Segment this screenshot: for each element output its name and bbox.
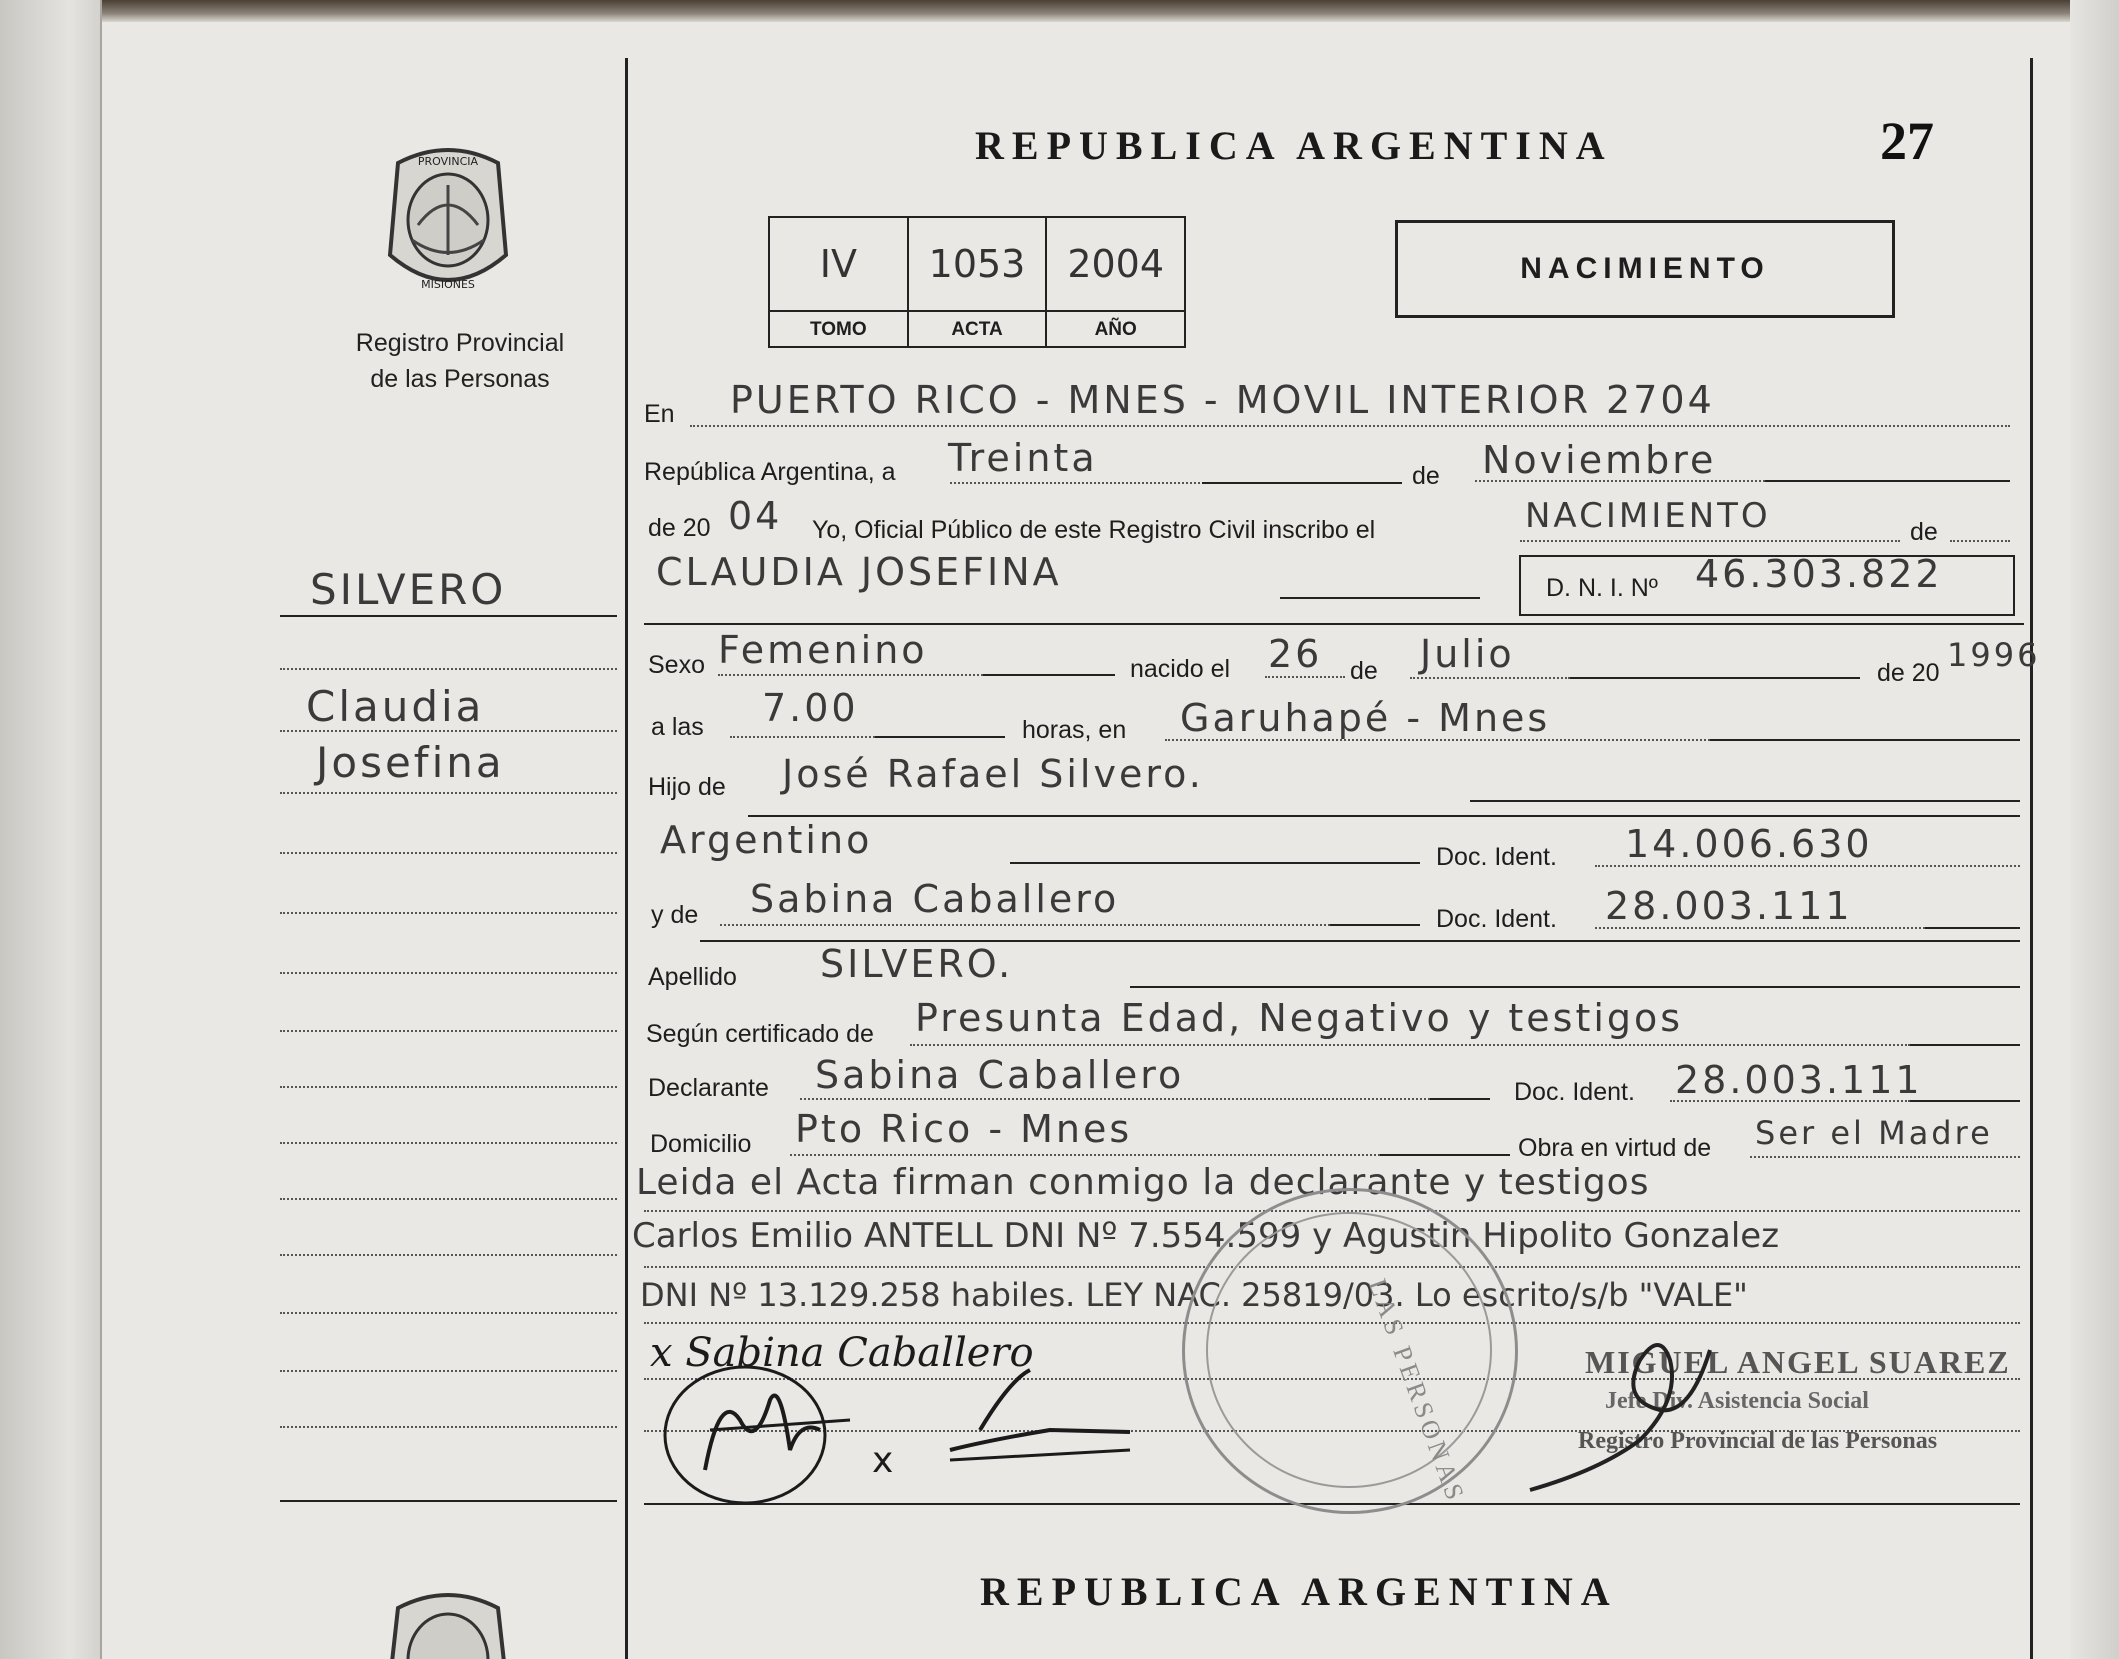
provincial-seal-icon-bottom — [378, 1590, 518, 1659]
margin-line — [280, 1198, 617, 1200]
tomo-label: TOMO — [770, 310, 907, 348]
form-line — [1925, 927, 2020, 929]
form-line — [1130, 986, 2020, 988]
form-line — [1330, 924, 1420, 926]
provincial-seal-icon — [378, 145, 518, 300]
form-line — [1950, 540, 2010, 542]
declarante-label: Declarante — [648, 1074, 769, 1102]
note-line-2: Carlos Emilio ANTELL DNI Nº 7.554.599 y Agustin Hipolito Gonzalez — [632, 1216, 1780, 1256]
form-line — [720, 924, 1330, 926]
dni-value: 46.303.822 — [1695, 552, 1943, 596]
registry-name — [300, 325, 620, 397]
margin-line — [280, 1312, 617, 1314]
registry-line1: Registro Provincial — [355, 329, 565, 357]
official-office: Registro Provincial de las Personas — [1578, 1428, 1938, 1454]
ano-label: AÑO — [1047, 310, 1184, 348]
form-line — [1570, 677, 1860, 679]
form-separator — [644, 623, 2024, 625]
stamp-text: LAS PERSONAS — [1362, 1275, 1471, 1508]
official-name: MIGUEL ANGEL SUAREZ — [1585, 1344, 2011, 1380]
margin-surname: SILVERO — [310, 565, 507, 614]
form-line — [790, 1154, 1380, 1156]
mother-doc-label: Doc. Ident. — [1436, 905, 1557, 933]
form-line — [1265, 676, 1345, 678]
sexo-label: Sexo — [648, 651, 705, 679]
ano-value: 2004 — [1067, 242, 1165, 286]
margin-line — [280, 1370, 617, 1372]
child-name: CLAUDIA JOSEFINA — [656, 550, 1062, 594]
day-value: Treinta — [948, 436, 1098, 480]
de-label: de — [1412, 462, 1440, 490]
registry-line2: de las Personas — [370, 365, 550, 393]
de-label-3: de — [1350, 657, 1378, 685]
obra-value: Ser el Madre — [1755, 1114, 1993, 1152]
tomo-cell — [770, 218, 909, 346]
witness-signatures — [650, 1360, 1170, 1510]
tomo-value: IV — [819, 242, 857, 286]
birth-year-prefix: de 20 — [1877, 659, 1940, 687]
form-line — [950, 482, 1200, 484]
segun-value: Presunta Edad, Negativo y testigos — [915, 996, 1684, 1040]
margin-line — [280, 912, 617, 914]
form-line — [1750, 1156, 2020, 1158]
father-name: José Rafael Silvero. — [782, 752, 1204, 796]
note-line-3: DNI Nº 13.129.258 habiles. LEY NAC. 25819/03. Lo escrito/s/b "VALE" — [640, 1276, 1748, 1314]
form-line — [875, 736, 1005, 738]
margin-line — [280, 1142, 617, 1144]
apellido-value: SILVERO. — [820, 942, 1014, 986]
acta-value: 1053 — [928, 242, 1026, 286]
official-signature — [1520, 1320, 1720, 1500]
margin-line — [280, 1030, 617, 1032]
act-reference-table — [768, 216, 1186, 348]
birth-year: 1996 — [1947, 636, 2041, 674]
book-spine — [0, 0, 102, 1659]
year-prefix: de 20 — [648, 514, 711, 542]
hijo-label: Hijo de — [648, 773, 726, 801]
margin-line — [280, 668, 617, 670]
margin-line — [280, 615, 617, 617]
form-line — [1010, 862, 1420, 864]
margin-line — [280, 1426, 617, 1428]
form-line — [983, 674, 1115, 676]
form-line — [1280, 597, 1480, 599]
nacido-label: nacido el — [1130, 655, 1231, 683]
father-doc-label: Doc. Ident. — [1436, 843, 1557, 871]
horas-label: horas, en — [1022, 716, 1127, 744]
year-value: 04 — [728, 494, 783, 538]
acta-cell — [909, 218, 1048, 346]
form-line — [1470, 800, 2020, 802]
ano-cell — [1047, 218, 1184, 346]
margin-line — [280, 1500, 617, 1502]
month-value: Noviembre — [1482, 438, 1717, 482]
en-value: PUERTO RICO - MNES - MOVIL INTERIOR 2704 — [730, 378, 1715, 422]
form-line — [1410, 677, 1570, 679]
obra-label: Obra en virtud de — [1518, 1134, 1712, 1162]
en-label: En — [644, 400, 675, 428]
book-edge-right — [2070, 0, 2119, 1659]
form-line — [1710, 739, 2020, 741]
act-type-box: NACIMIENTO — [1395, 220, 1895, 318]
father-nationality: Argentino — [660, 818, 873, 862]
republica-label: República Argentina, a — [644, 458, 896, 486]
place-value: Garuhapé - Mnes — [1180, 696, 1551, 740]
page-number: 27 — [1880, 111, 1934, 171]
form-line — [1910, 1100, 2020, 1102]
birth-day: 26 — [1268, 632, 1323, 676]
mother-doc: 28.003.111 — [1605, 884, 1853, 928]
declarant-signature: x Sabina Caballero — [650, 1330, 1034, 1376]
form-line — [718, 674, 983, 676]
header-title: REPUBLICA ARGENTINA — [975, 123, 1613, 168]
declarante-doc-label: Doc. Ident. — [1514, 1078, 1635, 1106]
margin-line — [280, 852, 617, 854]
svg-text:PROVINCIA: PROVINCIA — [417, 155, 479, 168]
margin-line — [280, 730, 617, 732]
footer-title: REPUBLICA ARGENTINA — [980, 1569, 1618, 1614]
y-de-label: y de — [651, 901, 699, 929]
acta-label: ACTA — [909, 310, 1046, 348]
sexo-value: Femenino — [718, 628, 928, 672]
margin-rule — [625, 58, 628, 1659]
apellido-label: Apellido — [648, 963, 737, 991]
form-line — [748, 815, 2020, 817]
official-text: Yo, Oficial Público de este Registro Civil inscribo el — [812, 516, 1376, 544]
form-line — [1380, 1154, 1510, 1156]
domicilio-label: Domicilio — [650, 1130, 752, 1158]
margin-name-2: Josefina — [316, 738, 505, 787]
form-line — [1430, 1098, 1490, 1100]
margin-line — [280, 972, 617, 974]
birth-month: Julio — [1420, 632, 1515, 676]
form-line — [1202, 482, 1402, 484]
segun-label: Según certificado de — [646, 1020, 874, 1048]
margin-line — [280, 1086, 617, 1088]
form-line — [910, 1044, 1910, 1046]
declarante-value: Sabina Caballero — [815, 1053, 1185, 1097]
de-label-2: de — [1910, 518, 1938, 546]
note-line-1: Leida el Acta firman conmigo la declarante y testigos — [636, 1162, 1650, 1203]
right-rule — [2030, 58, 2033, 1659]
mother-name: Sabina Caballero — [750, 877, 1120, 921]
form-line — [800, 1098, 1430, 1100]
form-line — [1765, 480, 2010, 482]
margin-line — [280, 1254, 617, 1256]
form-line — [690, 425, 2010, 427]
form-line — [1520, 540, 1900, 542]
margin-line — [280, 792, 617, 794]
declarante-doc: 28.003.111 — [1675, 1058, 1923, 1102]
domicilio-value: Pto Rico - Mnes — [795, 1107, 1133, 1151]
witness-mark: x — [872, 1440, 897, 1481]
svg-text:MISIONES: MISIONES — [421, 278, 475, 291]
book-edge-top — [0, 0, 2119, 22]
hour-value: 7.00 — [762, 686, 859, 730]
form-line — [730, 736, 875, 738]
margin-name-1: Claudia — [306, 682, 485, 731]
form-line — [1910, 1044, 2020, 1046]
inscribe-value: NACIMIENTO — [1525, 496, 1771, 536]
official-title: Jefe Div. Asistencia Social — [1605, 1388, 1869, 1414]
a-las-label: a las — [651, 713, 704, 741]
father-doc: 14.006.630 — [1625, 822, 1873, 866]
dni-label: D. N. I. Nº — [1546, 574, 1658, 602]
